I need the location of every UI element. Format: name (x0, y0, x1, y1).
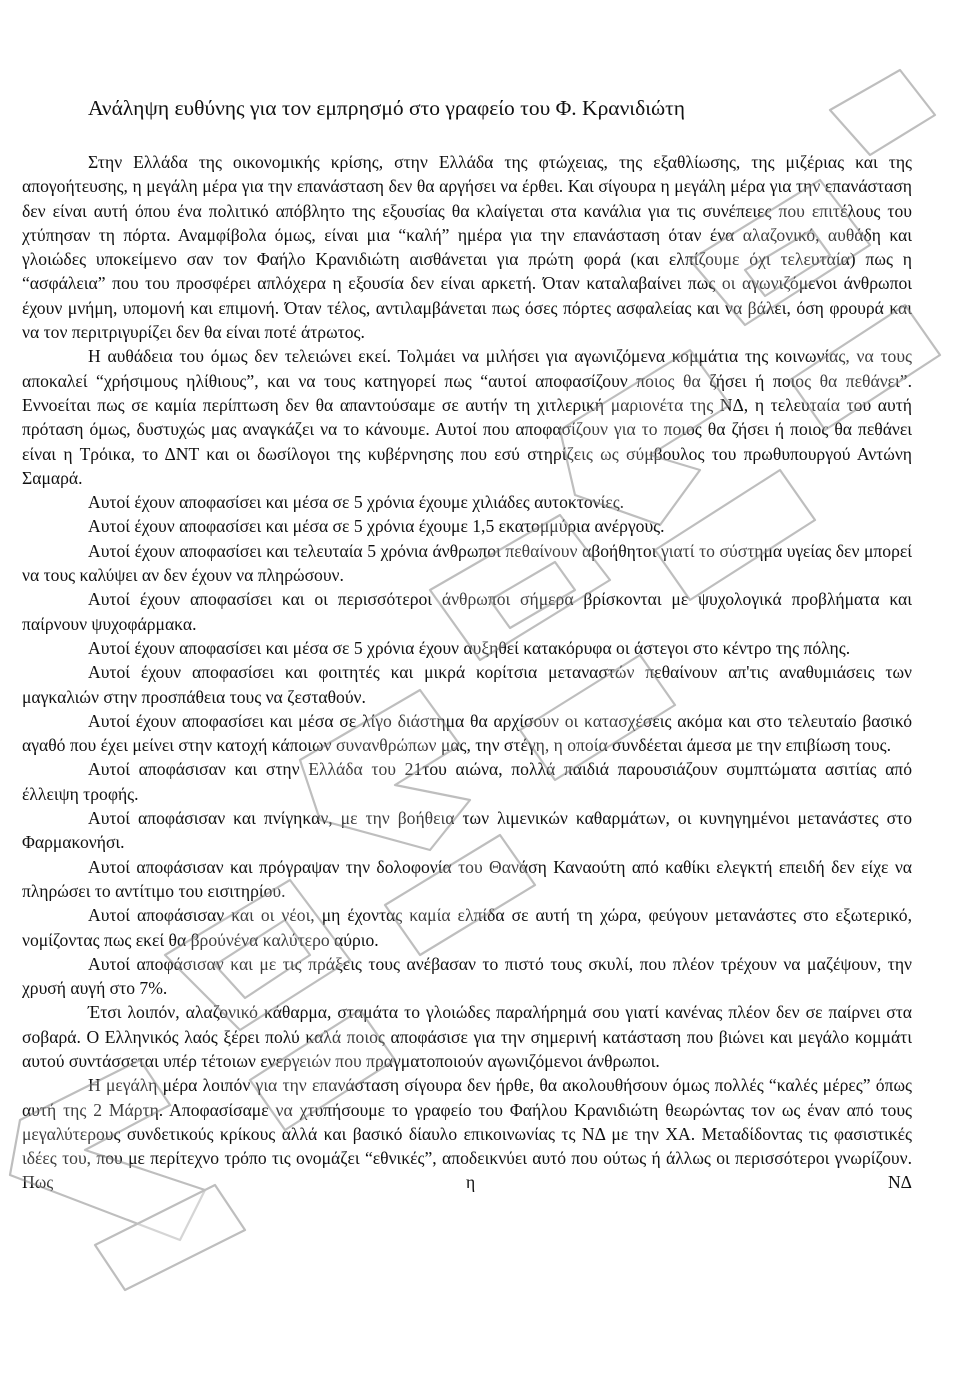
paragraph: Αυτοί έχουν αποφασίσει και μέσα σε 5 χρόνια έχουμε 1,5 εκατομμύρια ανέργους. (88, 516, 665, 537)
paragraph: Αυτοί αποφάσισαν και πνίγηκαν, με την βοήθεια των λιμενικών καθαρμάτων, οι κυνηγημένοι μετανάστες στο Φαρμακονήσι. (22, 808, 912, 853)
paragraph: Αυτοί έχουν αποφασίσει και τελευταία 5 χρόνια άνθρωποι πεθαίνουν αβοήθητοι γιατί το σύστημα υγείας δεν μπορεί να τους καλύψει αν δεν έχουν να πληρώσουν. (22, 540, 912, 586)
paragraph: Η αυθάδεια του όμως δεν τελειώνει εκεί. Τολμάει να μιλήσει για αγωνιζόμενα κομμάτια της κοινωνίας, να τους αποκαλεί “χρήσιμους ηλίθιους”, και να τους κατηγορεί πως “αυτοί αποφασίζουν ποιος θα ζήσει ή ποιος θα πεθάνει”. Εννοείται πως σε καμία περίπτωση δεν θα απαντούσαμε σε αυτήν τη χιτλερική μαριονέτα της ΝΔ, η τελευταία του αυτή πρόταση όμως, δυστυχώς μας αναγκάζει να το κάνουμε. Αυτοί που αποφασίζουν για το ποιος θα ζήσει ή ποιος θα πεθάνει είναι η Τρόικα, το ΔΝΤ και οι δωσίλογοι της κυβέρνησης που εσύ στηρίζεις ως σύμβουλος του πρωθυπουργού Αντώνη Σαμαρά. (22, 346, 912, 488)
paragraph: Στην Ελλάδα της οικονομικής κρίσης, στην Ελλάδα της φτώχειας, της εξαθλίωσης, της μιζέριας και της απογοήτευσης, η μεγάλη μέρα για την επανάσταση δεν θα αργήσει να έρθει. Και σίγουρα η μεγάλη μέρα για την επανάσταση δεν είναι αυτή όπου ένα πολιτικό απόβλητο της εξουσίας θα κλαίγεται στα κανάλια για τις συνέπειες που επιτέλους του χτύπησαν τη πόρτα. Αναμφίβολα όμως, είναι μια “καλή” ημέρα για την επανάσταση όταν ένα αλαζονικό, αυθάδη και γλοιώδες υποκείμενο σαν τον Φαήλο Κρανιδιώτη αισθάνεται για πρώτη φορά (και ελπίζουμε όχι τελευταία) πως η “ασφάλεια” που του προσφέρει απλόχερα η εξουσία δεν είναι αρκετή. Όταν καταλαβαίνει πως οι αγωνιζόμενοι άνθρωποι έχουν μνήμη, υπομονή και επιμονή. Όταν τέλος, αντιλαμβάνεται πως όσες πόρτες ασφαλείας και να βάλει, όση φρουρά και να τον περιτριγυρίζει δεν θα είναι ποτέ άτρωτος. (22, 152, 912, 343)
paragraph: Αυτοί αποφάσισαν και οι νέοι, μη έχοντας καμία ελπίδα σε αυτή τη χώρα, φεύγουν μετανάστες στο εξωτερικό, νομίζοντας πως εκεί θα βρούνένα καλύτερο αύριο. (22, 905, 912, 950)
watermark-shape (95, 1185, 245, 1290)
paragraph: Αυτοί έχουν αποφασίσει και φοιτητές και μικρά κορίτσια μεταναστών πεθαίνουν απ'τις αναθυμιάσεις των μαγκαλιών στην προσπάθεια τους να ζεσταθούν. (22, 662, 912, 707)
paragraph: Η μεγάλη μέρα λοιπόν για την επανάσταση σίγουρα δεν ήρθε, θα ακολουθήσουν όμως πολλές “καλές μέρες” όπως αυτή της 2 Μάρτη. Αποφασίσαμε να χτυπήσουμε το γραφείο του Φαήλου Κρανιδιώτη θεωρώντας τον ως έναν από τους μεγαλύτερους συνδετικούς κρίκους αλλά και βασικό δίαυλο επικοινωνίας τς ΝΔ με την ΧΑ. Μεταδίδοντας τις φασιστικές ιδέες του, που με περίτεχνο τρόπο τις ονομάζει “εθνικές”, αποδεικνύει αυτό που ούτως ή άλλως οι περισσότεροι γνωρίζουν. Πως η ΝΔ (22, 1075, 912, 1193)
document-title: Ανάληψη ευθύνης για τον εμπρησμό στο γραφείο του Φ. Κρανιδιώτη (88, 96, 686, 120)
paragraph: Αυτοί έχουν αποφασίσει και μέσα σε 5 χρόνια έχουμε χιλιάδες αυτοκτονίες. (88, 492, 625, 513)
paragraph: Αυτοί αποφάσισαν και πρόγραψαν την δολοφονία του Θανάση Καναούτη από καθίκι ελεγκτή επειδή δεν είχε να πληρώσει το αντίτιμο του εισιτηρίου. (22, 856, 912, 901)
paragraph: Έτσι λοιπόν, αλαζονικό κάθαρμα, σταμάτα το γλοιώδες παραλήρημά σου γιατί κανένας πλέον δεν σε παίρνει στα σοβαρά. Ο Ελληνικός λαός ξέρει πολύ καλά ποιος αποφάσισε για την σημερινή κατάσταση που βιώνει και μεγάλο κομμάτι αυτού συντάσσεται υπέρ τέτοιων ενεργειών που πραγματοποιούν αγωνιζόμενοι άνθρωποι. (22, 1002, 912, 1071)
paragraph: Αυτοί έχουν αποφασίσει και μέσα σε λίγο διάστημα θα αρχίσουν οι κατασχέσεις ακόμα και στο τελευταίο βασικό αγαθό που έχει μείνει στην κατοχή κάποιων συνανθρώπων μας, την στέγη, η οποία συνδέεται άμεσα με την επιβίωση τους. (22, 710, 912, 756)
paragraph: Αυτοί έχουν αποφασίσει και μέσα σε 5 χρόνια έχουν αυξηθεί κατακόρυφα οι άστεγοι στο κέντρο της πόλης. (88, 637, 851, 658)
paragraph: Αυτοί αποφάσισαν και στην Ελλάδα του 21του αιώνα, πολλά παιδιά παρουσιάζουν συμπτώματα ασιτίας από έλλειψη τροφής. (22, 759, 912, 804)
paragraph: Αυτοί έχουν αποφασίσει και οι περισσότεροι άνθρωποι σήμερα βρίσκονται με ψυχολογικά προβλήματα και παίρνουν ψυχοφάρμακα. (22, 589, 912, 634)
document-body (22, 150, 912, 1195)
paragraph: Αυτοί αποφάσισαν και με τις πράξεις τους ανέβασαν το πιστό τους σκυλί, που πλέον τρέχουν να μαζέψουν, την χρυσή αυγή στο 7%. (22, 953, 912, 999)
